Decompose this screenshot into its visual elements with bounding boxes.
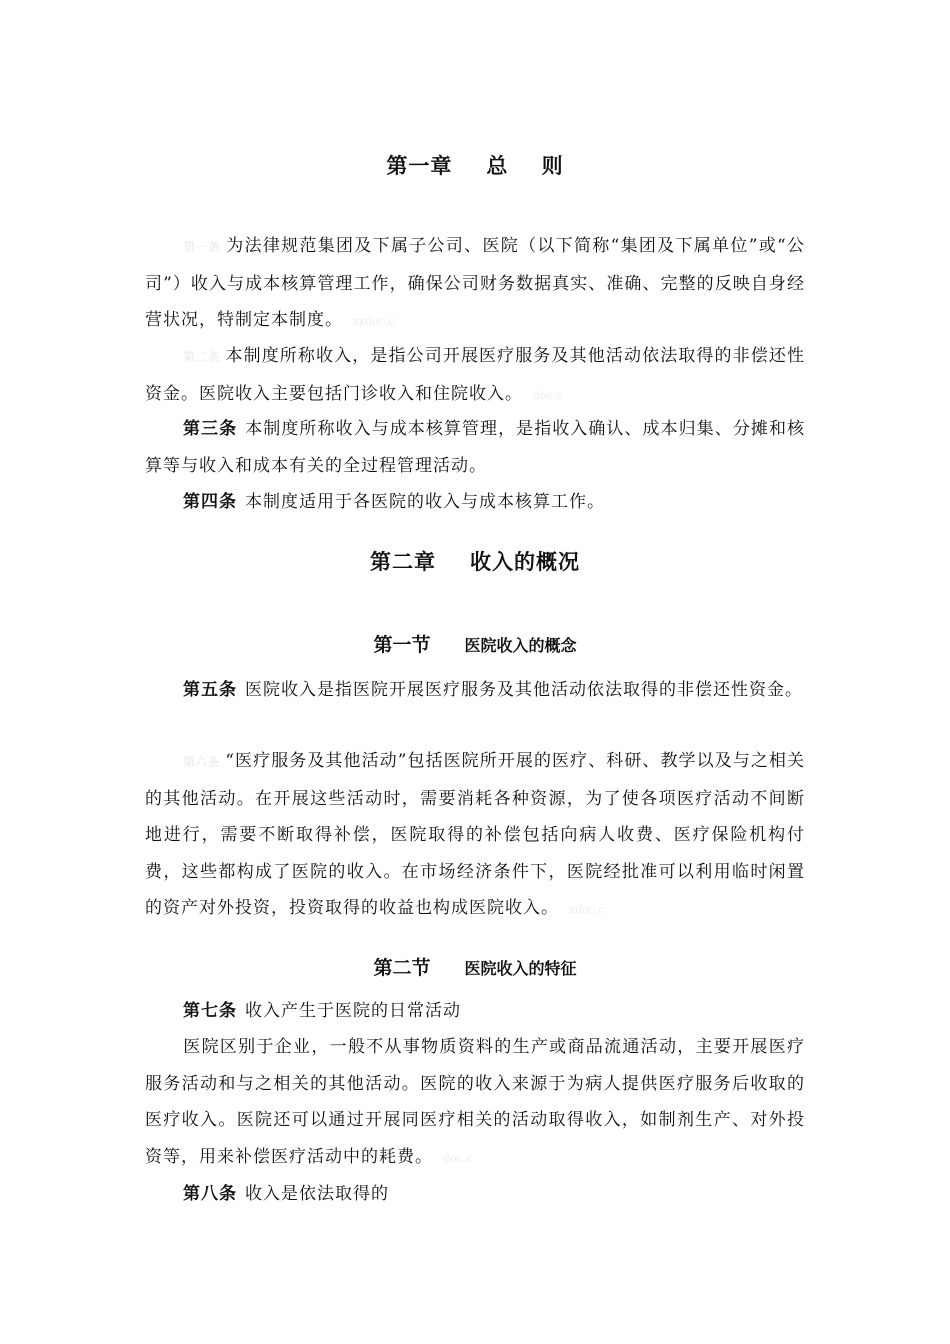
article-6-faint-label: 第六条 (183, 755, 220, 769)
article-7-watermark: doc.c (443, 1151, 473, 1165)
article-1-text: 为法律规范集团及下属子公司、医院（以下简称“集团及下属单位”或“公司”）收入与成本核算管理工作，确保公司财务数据真实、准确、完整的反映自身经营状况，特制定本制度。 (145, 236, 805, 330)
article-8 (145, 1176, 805, 1213)
article-2 (145, 338, 805, 414)
article-4 (145, 484, 805, 521)
section-1-heading (0, 630, 950, 657)
article-8-text: 收入是依法取得的 (245, 1184, 389, 1204)
article-3-label: 第三条 (183, 419, 238, 439)
chapter-2-title: 收入的概况 (470, 550, 580, 574)
article-5 (145, 672, 805, 709)
article-3-text: 本制度所称收入与成本核算管理，是指收入确认、成本归集、分摊和核算等与收入和成本有关的全过程管理活动。 (145, 419, 806, 476)
article-7-body (145, 1029, 805, 1177)
article-3 (145, 411, 805, 484)
article-6-watermark: xdoc.c (569, 903, 605, 916)
article-7-label: 第七条 (183, 1001, 237, 1021)
section-2-title: 医院收入的特征 (464, 959, 577, 978)
article-4-text: 本制度适用于各医院的收入与成本核算工作。 (245, 492, 605, 512)
article-4-label: 第四条 (183, 492, 237, 512)
article-6-text: “医疗服务及其他活动”包括医院所开展的医疗、科研、教学以及与之相关的其他活动。在开展这些活动时，需要消耗各种资源，为了使各项医疗活动不间断地进行，需要不断取得补偿，医院取得的补偿包括向病人收费、医疗保险机构付费，这些都构成了医院的收入。在市场经济条件下，医院经批准可以利用临时闲置的资产对外投资，投资取得的收益也构成医院收入。 (145, 751, 805, 918)
chapter-1-heading (0, 150, 950, 180)
section-1-number: 第一节 (373, 634, 431, 656)
article-2-text: 本制度所称收入，是指公司开展医疗服务及其他活动依法取得的非偿还性资金。医院收入主要包括门诊收入和住院收入。 (145, 346, 805, 404)
article-7-body-text: 医院区别于企业，一般不从事物质资料的生产或商品流通活动，主要开展医疗服务活动和与之相关的其他活动。医院的收入来源于为病人提供医疗服务后收取的医疗收入。医院还可以通过开展同医疗相关的活动取得收入，如制剂生产、对外投资等，用来补偿医疗活动中的耗费。 (145, 1037, 805, 1167)
section-2-heading (0, 953, 950, 980)
article-8-label: 第八条 (183, 1184, 237, 1204)
article-5-text: 医院收入是指医院开展医疗服务及其他活动依法取得的非偿还性资金。 (245, 680, 803, 700)
article-1-watermark: sxdoc.c (353, 315, 395, 328)
chapter-2-heading (0, 546, 950, 576)
section-1-title: 医院收入的概念 (464, 636, 577, 655)
chapter-2-number: 第二章 (370, 550, 436, 574)
article-2-watermark: doc.c (533, 388, 563, 402)
article-2-faint-label: 第二条 (183, 350, 220, 364)
chapter-1-title: 总 则 (486, 154, 564, 178)
article-7 (145, 993, 805, 1030)
article-7-text: 收入产生于医院的日常活动 (245, 1001, 461, 1021)
article-1-faint-label: 第一条 (183, 240, 221, 254)
section-2-number: 第二节 (373, 957, 431, 979)
chapter-1-number: 第一章 (386, 154, 453, 178)
article-6 (145, 743, 805, 929)
article-5-label: 第五条 (183, 680, 237, 700)
article-1 (145, 228, 805, 341)
